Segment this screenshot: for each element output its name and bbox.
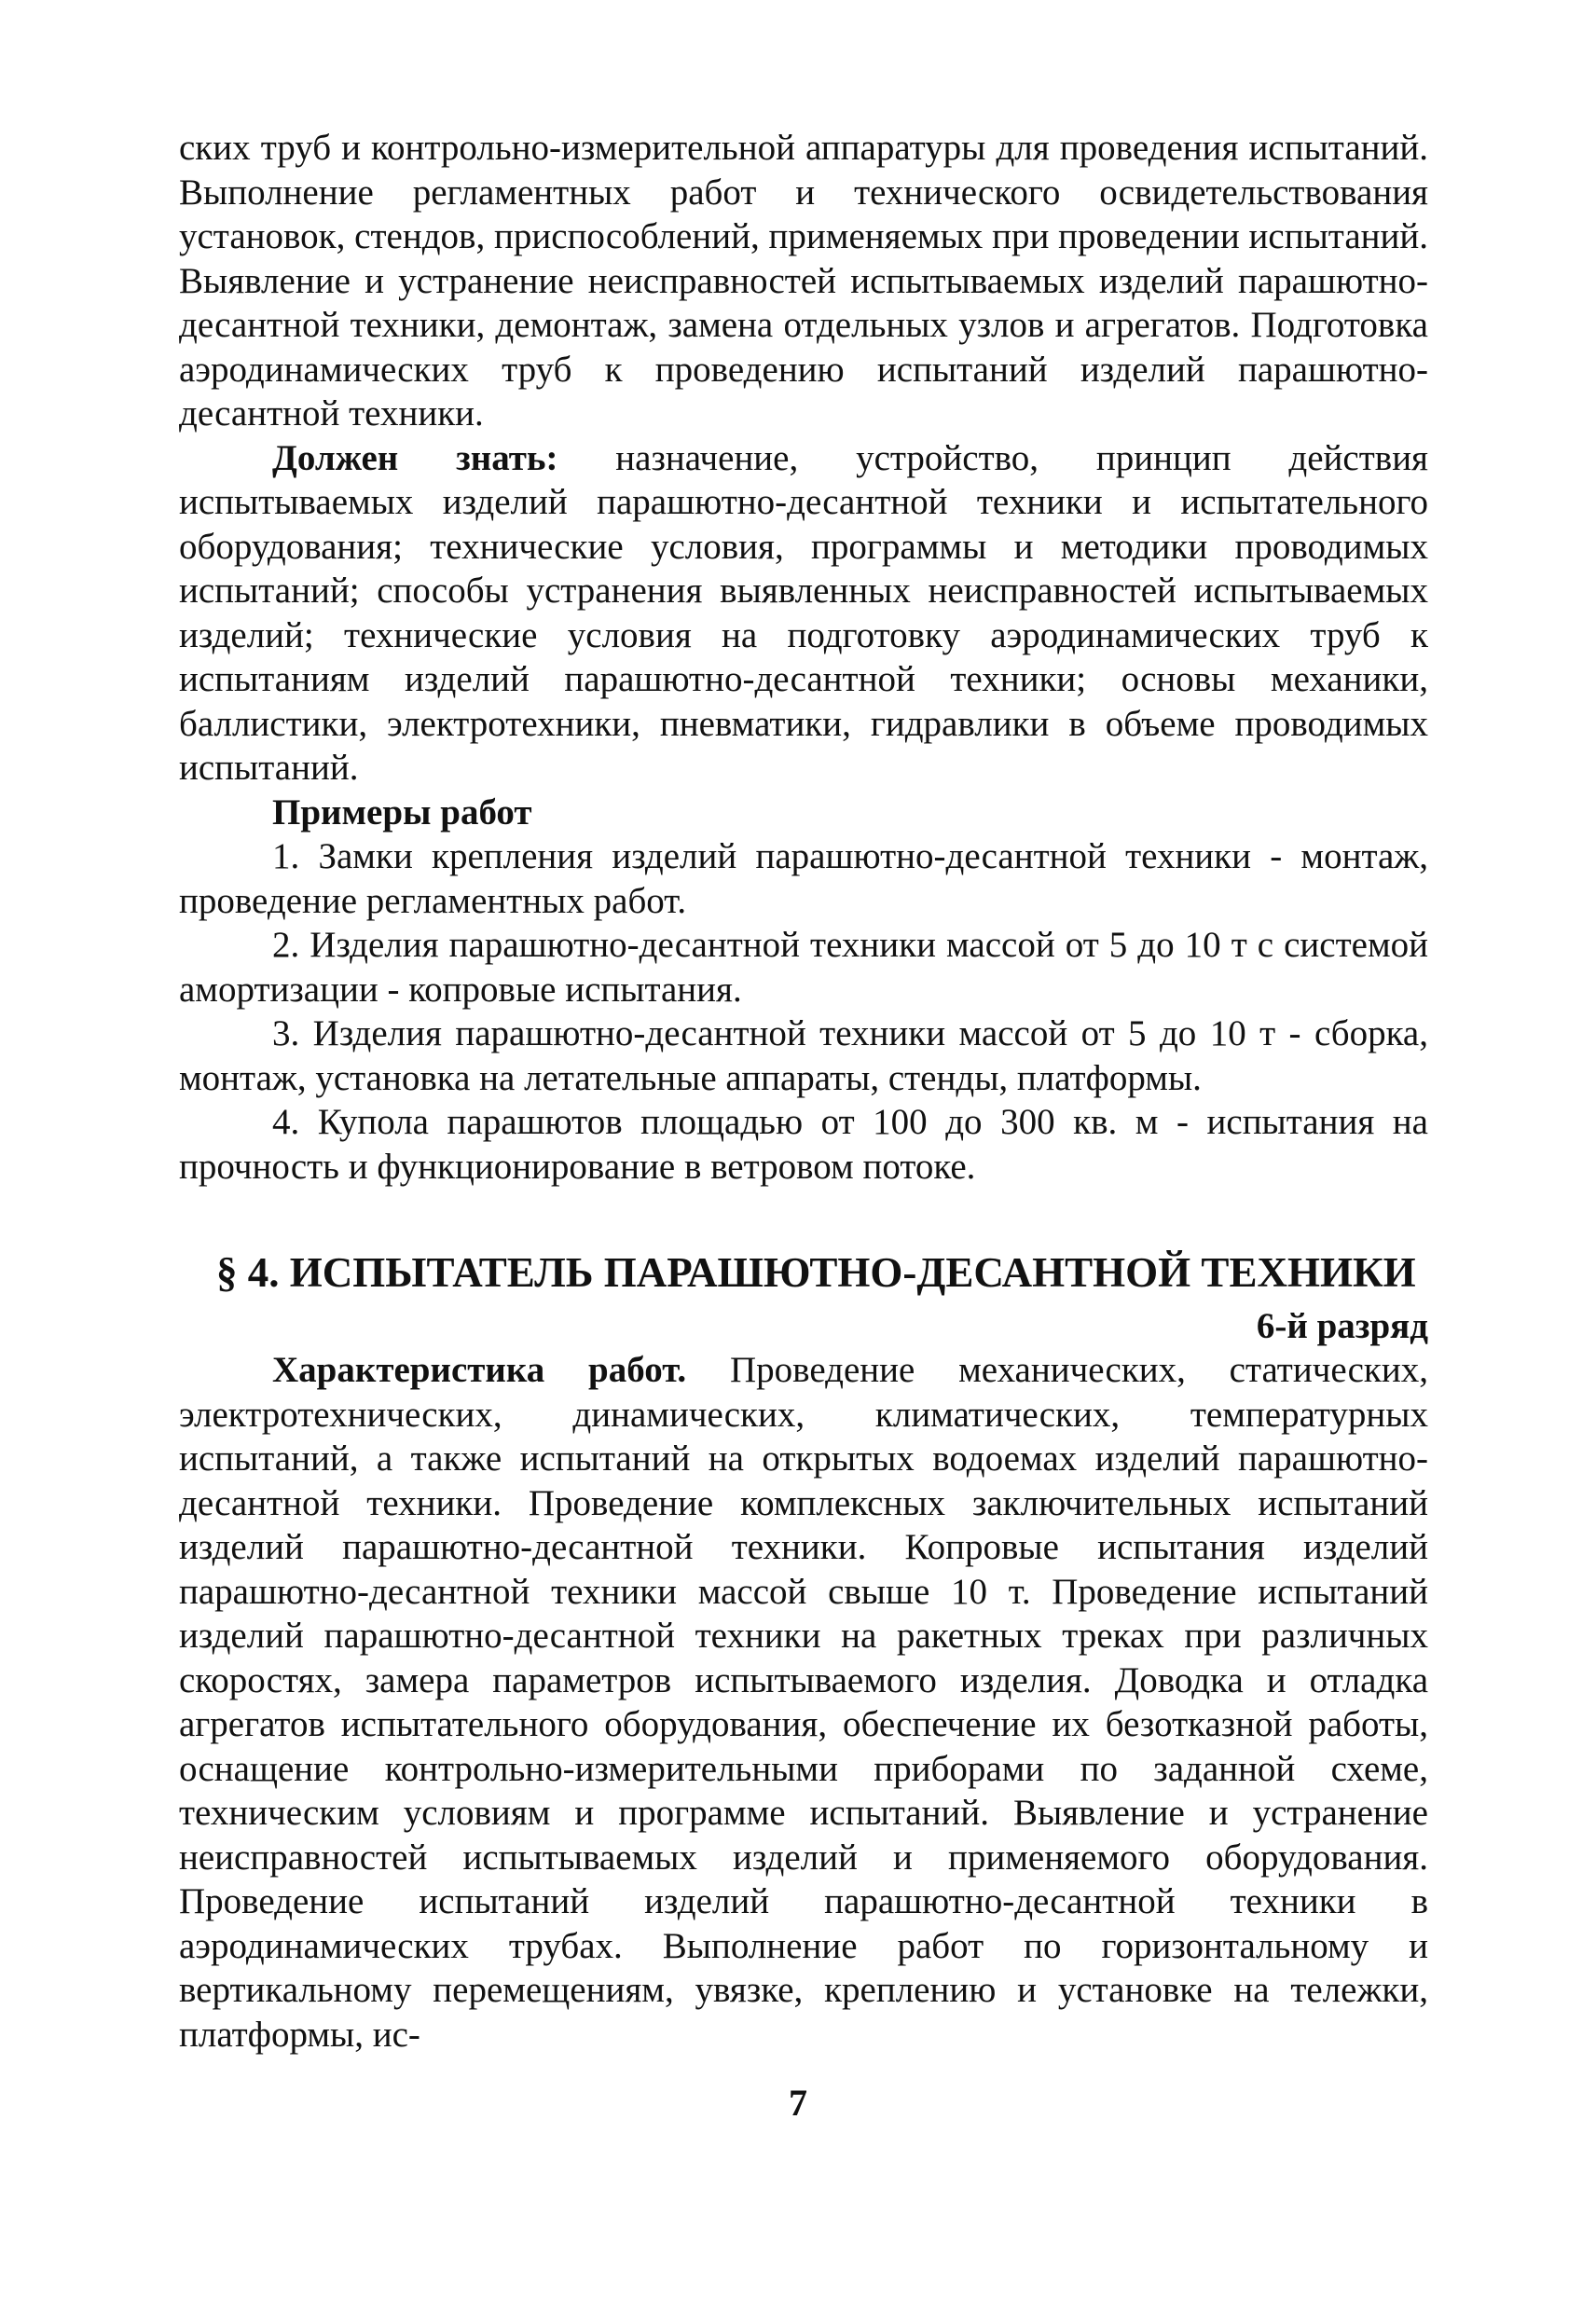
characteristics-block — [179, 1348, 1428, 2057]
characteristics-label: Характеристика работ. — [272, 1350, 687, 1390]
grade-label: 6-й разряд — [1256, 1306, 1428, 1346]
example-item-3: 3. Изделия парашютно-десантной техники массой от 5 до 10 т - сборка, монтаж, установка на летательные аппараты, стенды, платформы. — [179, 1013, 1428, 1098]
page-number: 7 — [789, 2082, 807, 2124]
example-item-2: 2. Изделия парашютно-десантной техники массой от 5 до 10 т с системой амортизации - копровые испытания. — [179, 925, 1428, 1010]
example-item-4: 4. Купола парашютов площадью от 100 до 300 кв. м - испытания на прочность и функционирование в ветровом потоке. — [179, 1102, 1428, 1187]
characteristics-text: Проведение механических, статических, электротехнических, динамических, климатических, температурных испытаний, а также испытаний на открытых водоемах изделий парашютно-десантной техники. Проведение комплексных заключительных испытаний изделий парашютно-десантной техники. Копровые испытания изделий парашютно-десантной техники массой свыше 10 т. Проведение испытаний изделий парашютно-десантной техники на ракетных треках при различных скоростях, замера параметров испытываемого изделия. Доводка и отладка агрегатов испытательного оборудования, обеспечение их безотказной работы, оснащение контрольно-измерительными приборами по заданной схеме, техническим условиям и программе испытаний. Выявление и устранение неисправностей испытываемых изделий и применяемого оборудования. Проведение испытаний изделий парашютно-десантной техники в аэродинамических трубах. Выполнение работ по горизонтальному и вертикальному перемещениям, увязке, креплению и установке на тележки, платформы, ис- — [179, 1350, 1428, 2055]
must-know-label: Должен знать: — [272, 437, 558, 478]
examples-heading: Примеры работ — [272, 791, 532, 833]
continuation-paragraph: ских труб и контрольно-измерительной аппаратуры для проведения испытаний. Выполнение регламентных работ и технического освидетельствования установок, стендов, приспособлений, применяемых при проведении испытаний. Выявление и устранение неисправностей испытываемых изделий парашютно-десантной техники, демонтаж, замена отдельных узлов и агрегатов. Подготовка аэродинамических труб к проведению испытаний изделий парашютно-десантной техники. — [179, 128, 1428, 434]
section-title: § 4. ИСПЫТАТЕЛЬ ПАРАШЮТНО-ДЕСАНТНОЙ ТЕХНИКИ — [216, 1249, 1416, 1296]
example-item-1: 1. Замки крепления изделий парашютно-десантной техники - монтаж, проведение регламентных работ. — [179, 836, 1428, 921]
top-text-block — [179, 126, 1428, 1189]
must-know-paragraph — [179, 436, 1428, 791]
characteristics-paragraph — [179, 1348, 1428, 2057]
must-know-text: назначение, устройство, принцип действия испытываемых изделий парашютно-десантной техники и испытательного оборудования; технические условия, программы и методики проводимых испытаний; способы устранения выявленных неисправностей испытываемых изделий; технические условия на подготовку аэродинамических труб к испытаниям изделий парашютно-десантной техники; основы механики, баллистики, электротехники, пневматики, гидравлики в объеме проводимых испытаний. — [179, 437, 1428, 788]
